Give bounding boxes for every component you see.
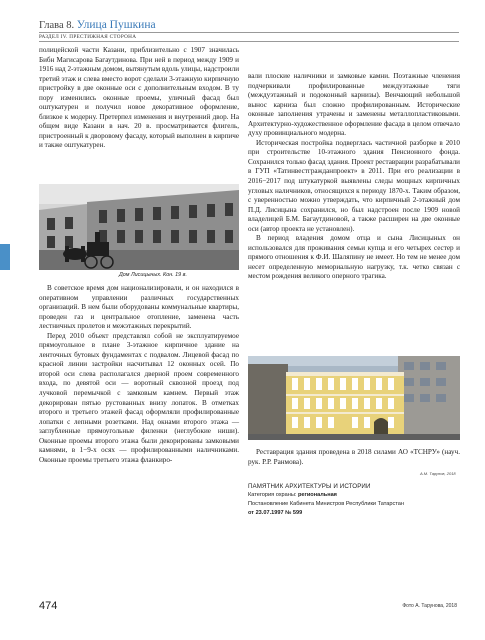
running-header [39, 19, 156, 31]
building-photo-image [248, 356, 460, 440]
photo-caption: Дом Лисицыных. Кон. 19 в. [119, 272, 187, 278]
monument-heading: ПАМЯТНИК АРХИТЕКТУРЫ И ИСТОРИИ [248, 483, 371, 490]
left-column-top [39, 46, 239, 151]
paragraph: Реставрация здания проведена в 2018 силами АО «ТСНРУ» (науч. рук. Р.Р. Ранмова). [248, 448, 460, 466]
header-rule-lower [39, 41, 459, 42]
historical-photo [39, 184, 239, 270]
photo-credit-small: А.М. Тарунов, 2018 [420, 471, 456, 476]
left-column-bottom [39, 284, 239, 465]
footer-photo-credit: Фото А. Тарунова, 2018 [402, 603, 457, 609]
building-photo [248, 356, 460, 440]
paragraph: В советское время дом национализировали, и он находился в оперативном управлении различных государственных организаций. В нем были оборудованы коммунальные квартиры, проведен газ и центральное отопление, заменена часть лестничных пролетов и межэтажных перекрытий. [39, 284, 239, 331]
paragraph: В период владения домом отца и сына Лисицыных он использовался для проживания семьи купца и его четырех сестер и прямого отношения к Ф.И. Шаляпину не имеет. Но тем не менее дом несет определенную мемориальную нагрузку, т.к. четко связан с местом рождения великого оперного трагика. [248, 234, 460, 281]
street-title: Улица Пушкина [76, 19, 156, 31]
paragraph: Историческая постройка подверглась частичной разборке в 2010 при строительстве 10-этажного здания Пенсионного фонда. Сохранился только фасад здания. Проект реставрации разрабатывали в ГУП «Татинвестгражданпроект» в 2011. При его реализации в 2016−2017 под штукатуркой выявлены следы мощных кирпичных угловых наличников, относящихся к периоду 1870-х. Таким образом, с уверенностью можно утверждать, что кирпичный 2-этажный дом П.Д. Лисицына сохранился, но был надстроен после 1909 новой владелицей Б.М. Багаутдиновой, а также расширен на две оконные оси (автор проекта не установлен). [248, 138, 460, 233]
historical-photo-image [39, 184, 239, 270]
paragraph: Перед 2010 объект представлял собой не эксплуатируемое прямоугольное в плане 3-этажное кирпичное здание на ленточных бутовых фундаментах с подвалом. Лицевой фасад по красной линии застройки насчитывал 12 оконных осей. По второй оси слева располагался дверной проем современного входа, по девятой оси — воротный сквозной проезд под лучковой перемычкой с замковым камнем. Первый этаж декорирован пятью рустованных внизу лопаток. В отметках второго и третьего этажей фасад оформляли профилированные лопатки с лепными розетками. Над окнами второго этажа — заглубленные прямоугольные филенки (неглубокие ниши). Оконные проемы второго этажа были декорированы замковыми камнями, в 1−9-х осях — профилированными наличниками. Оконные проемы третьего этажа фланкиро- [39, 331, 239, 464]
protection-category [248, 491, 460, 500]
section-label: РАЗДЕЛ IV. ПРЕСТИЖНАЯ СТОРОНА [39, 34, 137, 40]
category-label: Категория охраны: [248, 492, 297, 498]
paragraph: вали плоские наличники и замковые камни. Поэтажные членения подчеркивали профилированные междуэтажные тяги (междуэтажный и подоконный карнизы). Венчающий небольшой вынос карниза был сложно профилированным. Исторические оконные заполнения утрачены и заменены металлопластиковыми. Архитектурно-художественное оформление фасада в целом отвечало духу провинциального модерна. [248, 72, 460, 138]
chapter-label: Глава 8. [39, 20, 75, 31]
monument-info-box [248, 482, 460, 518]
category-value: региональная [298, 492, 337, 498]
decree-line: Постановление Кабинета Министров Республики Татарстан [248, 501, 404, 507]
paragraph: полицейской части Казани, приблизительно с 1907 значилась Бибн Магисарова Багаутдинова. При ней в период между 1909 и 1916 над 2-этажным домом, вытянутым вдоль улицы, надстроили третий этаж и слева вместо ворот сделали 3-этажную кирпичную пристройку в две оконные оси с дополнительным входом. В ту пору изменились оконные проемы, уличный фасад был оштукатурен и получил новое декоративное оформление, близкое к модерну. Претерпел изменения и внутренний двор. На общем виде Казани в нач. 20 в. просматривается флигель, пристроенный к дворовому фасаду, который выполнен в кирпиче и также оштукатурен. [39, 46, 240, 150]
header-rule [39, 32, 459, 33]
right-column-bottom [248, 448, 460, 467]
page-number: 474 [39, 600, 58, 612]
right-column-top [248, 72, 460, 282]
decree-date: от 23.07.1997 № 599 [248, 510, 303, 516]
side-tab-marker [0, 244, 10, 270]
